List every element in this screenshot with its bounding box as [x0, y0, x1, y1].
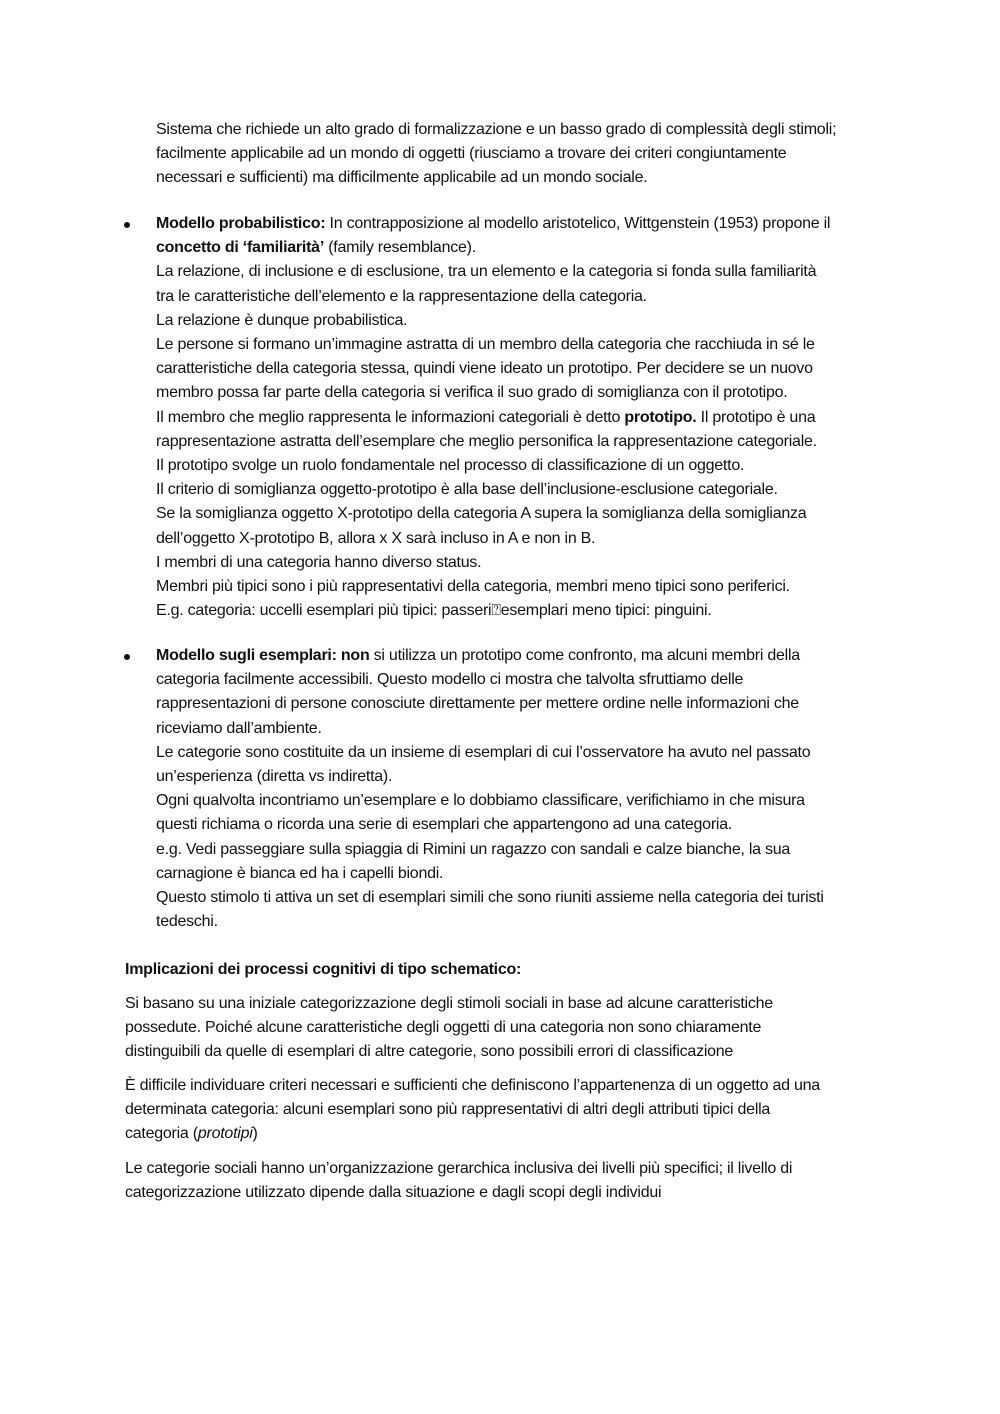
text-line: Le categorie sociali hanno un’organizzazione gerarchica inclusiva dei livelli più specifici; il livello di: [125, 1160, 793, 1177]
section-heading: Implicazioni dei processi cognitivi di tipo schematico:: [125, 961, 522, 978]
text-line: categoria (prototipi): [125, 1125, 258, 1143]
text-line: E.g. categoria: uccelli esemplari più tipici: passeri⍰esemplari meno tipici: pinguini.: [156, 602, 712, 620]
text-line: un’esperienza (diretta vs indiretta).: [156, 768, 393, 786]
text-line: rappresentazioni di persone conosciute direttamente per mettere ordine nelle informazioni che: [156, 695, 799, 713]
paragraph-categorization: [125, 992, 915, 1065]
text-line: Il membro che meglio rappresenta le informazioni categoriali è detto prototipo. Il prototipo è una: [156, 408, 816, 426]
text-line: Si basano su una iniziale categorizzazione degli stimoli sociali in base ad alcune caratteristiche: [125, 995, 773, 1012]
text-line: Se la somiglianza oggetto X-prototipo della categoria A supera la somiglianza della somiglianza: [156, 505, 807, 523]
text-line: È difficile individuare criteri necessari e sufficienti che definiscono l’appartenenza di un oggetto ad una: [125, 1077, 820, 1094]
text-line: carnagione è bianca ed ha i capelli biondi.: [156, 864, 444, 882]
text-line: tedeschi.: [156, 913, 218, 931]
text-line: determinata categoria: alcuni esemplari sono più rappresentativi di altri degli attributi tipici della: [125, 1101, 771, 1119]
bullet-icon: [124, 222, 130, 228]
item-title: Modello sugli esemplari:: [156, 647, 337, 664]
text-line: Le categorie sono costituite da un insieme di esemplari di cui l’osservatore ha avuto nel passato: [156, 743, 811, 761]
text-line: Ogni qualvolta incontriamo un’esemplare e lo dobbiamo classificare, verifichiamo in che misura: [156, 792, 805, 810]
text-line: questi richiama o ricorda una serie di esemplari che appartengono ad una categoria.: [156, 816, 733, 834]
bullet-item-probabilistic-model: [156, 212, 916, 623]
text-line: facilmente applicabile ad un mondo di oggetti (riusciamo a trovare dei criteri congiuntamente: [156, 145, 787, 163]
text-line: rappresentazione astratta dell’esemplare che meglio personifica la rappresentazione categoriale.: [156, 432, 817, 450]
prototypes-term: prototipi: [197, 1125, 253, 1143]
concept-label: concetto di ‘familiarità’: [156, 239, 325, 257]
text-line: Modello sugli esemplari: non si utilizza un prototipo come confronto, ma alcuni membri della: [156, 647, 800, 664]
text-line: riceviamo dall’ambiente.: [156, 719, 322, 737]
text-line: Il criterio di somiglianza oggetto-prototipo è alla base dell’inclusione-esclusione categoriale.: [156, 481, 778, 499]
text-line: distinguibili da quelle di esemplari di altre categorie, sono possibili errori di classificazione: [125, 1043, 734, 1061]
text-line: La relazione, di inclusione e di esclusione, tra un elemento e la categoria si fonda sulla familiarità: [156, 263, 817, 281]
text-line: e.g. Vedi passeggiare sulla spiaggia di Rimini un ragazzo con sandali e calze bianche, la sua: [156, 840, 791, 858]
item-title: Modello probabilistico:: [156, 215, 326, 232]
text-line: Modello probabilistico: In contrapposizione al modello aristotelico, Wittgenstein (1953) propone il: [156, 215, 831, 232]
paragraph-criteria: [125, 1074, 915, 1147]
text-line: Le persone si formano un’immagine astratta di un membro della categoria che racchiuda in sé le: [156, 336, 815, 354]
text-line: membro possa far parte della categoria si verifica il suo grado di somiglianza con il prototipo.: [156, 384, 788, 402]
text-line: necessari e sufficienti) ma difficilmente applicabile ad un mondo sociale.: [156, 169, 648, 187]
text-line: Questo stimolo ti attiva un set di esemplari simili che sono riuniti assieme nella categoria dei turisti: [156, 889, 824, 907]
paragraph-hierarchy: [125, 1157, 915, 1205]
text-line: concetto di ‘familiarità’ (family resemblance).: [156, 239, 476, 257]
text-line: dell’oggetto X-prototipo B, allora x X sarà incluso in A e non in B.: [156, 529, 596, 547]
bullet-icon: [124, 654, 130, 660]
text-line: categorizzazione utilizzato dipende dalla situazione e dagli scopi degli individui: [125, 1184, 662, 1202]
text-line: Membri più tipici sono i più rappresentativi della categoria, membri meno tipici sono periferici.: [156, 578, 790, 596]
text-line: Il prototipo svolge un ruolo fondamentale nel processo di classificazione di un oggetto.: [156, 457, 745, 475]
text-line: La relazione è dunque probabilistica.: [156, 311, 408, 329]
text-line: tra le caratteristiche dell’elemento e la rappresentazione della categoria.: [156, 287, 647, 305]
text-line: Sistema che richiede un alto grado di formalizzazione e un basso grado di complessità degli stimoli;: [156, 121, 837, 138]
intro-paragraph: [156, 118, 916, 191]
text-line: categoria facilmente accessibili. Questo modello ci mostra che talvolta sfruttiamo delle: [156, 671, 744, 689]
text-line: I membri di una categoria hanno diverso status.: [156, 553, 482, 571]
bullet-item-exemplar-model: [156, 644, 916, 934]
text-line: caratteristiche della categoria stessa, quindi viene ideato un prototipo. Per decidere se un nuovo: [156, 360, 813, 378]
prototype-term: prototipo.: [624, 408, 697, 426]
text-line: possedute. Poiché alcune caratteristiche degli oggetti di una categoria non sono chiaramente: [125, 1019, 762, 1037]
